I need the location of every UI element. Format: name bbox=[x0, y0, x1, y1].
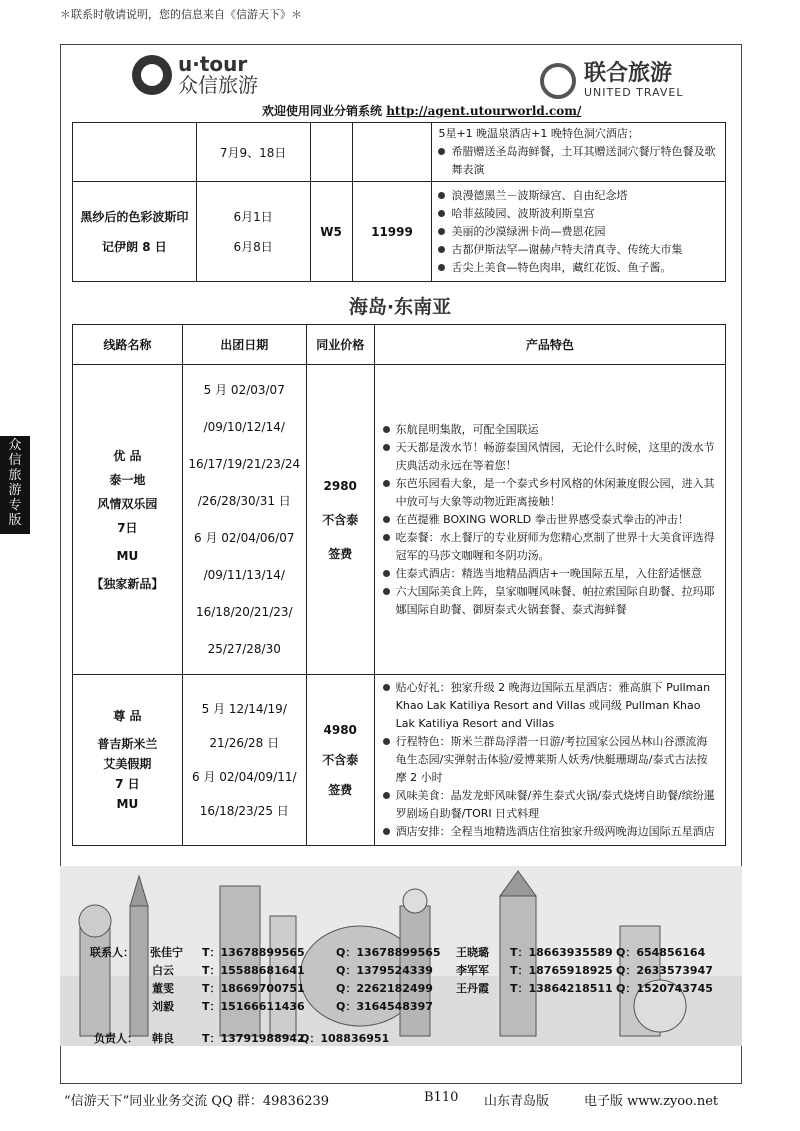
table-row bbox=[73, 182, 726, 282]
bullet-icon bbox=[383, 738, 390, 745]
footer-qq-group: “信游天下”同业业务交流 QQ 群：49836239 bbox=[64, 1094, 330, 1109]
bullet-icon bbox=[438, 192, 445, 199]
bullet-icon bbox=[383, 426, 390, 433]
col-header-price: 同业价格 bbox=[306, 325, 374, 365]
manager-phone: T：13791988942 bbox=[202, 1032, 305, 1045]
bullet-icon bbox=[383, 588, 390, 595]
route-name: 黑纱后的色彩波斯印 记伊朗 8 日 bbox=[73, 182, 197, 282]
col-header-features: 产品特色 bbox=[374, 325, 725, 365]
route-features: 浪漫德黑兰－波斯绿宫、自由纪念塔 哈菲兹陵园、波斯波利斯皇宫 美丽的沙漠绿洲卡尚—费恩花园 古都伊斯法罕—谢赫卢特夫清真寺、传统大市集 舌尖上美食—特色肉串，藏红花饭、鱼子酱。 bbox=[432, 182, 726, 282]
route-dates: 6月1日 6月8日 bbox=[196, 182, 310, 282]
united-travel-logo-cn: 联合旅游 bbox=[584, 61, 673, 86]
contact-label: 联系人： bbox=[90, 946, 134, 959]
bullet-icon bbox=[438, 148, 445, 155]
table-row bbox=[73, 123, 726, 182]
contact-phone: T：15166611436 bbox=[202, 1000, 305, 1013]
contact-name: 董雯 bbox=[152, 982, 174, 995]
utour-logo bbox=[132, 54, 258, 96]
bullet-icon bbox=[438, 246, 445, 253]
route-dates: 5 月 12/14/19/ 21/26/28 日 6 月 02/04/09/11/ 16/18/23/25 日 bbox=[182, 675, 306, 846]
table-header-row bbox=[73, 325, 726, 365]
route-price: 2980 不含泰 签费 bbox=[306, 365, 374, 675]
contact-name: 李军军 bbox=[456, 964, 489, 977]
bullet-icon bbox=[383, 828, 390, 835]
agent-url-link[interactable]: http://agent.utourworld.com/ bbox=[386, 104, 582, 118]
bullet-icon bbox=[383, 534, 390, 541]
contact-name: 张佳宁 bbox=[150, 946, 183, 959]
contact-phone: T：18765918925 bbox=[510, 964, 613, 977]
col-header-route: 线路名称 bbox=[73, 325, 183, 365]
contact-qq: Q：1379524339 bbox=[336, 964, 433, 977]
bullet-icon bbox=[383, 480, 390, 487]
utour-logo-icon bbox=[132, 55, 172, 95]
bullet-icon bbox=[438, 210, 445, 217]
southeast-asia-table bbox=[72, 324, 726, 846]
table-row bbox=[73, 365, 726, 675]
top-note: ＊联系时敬请说明，您的信息来自《信游天下》＊ bbox=[60, 8, 302, 21]
route-dates: 5 月 02/03/07 /09/10/12/14/ 16/17/19/21/23/24 /26/28/30/31 日 6 月 02/04/06/07 /09/11/13/14/ 16/18/20/21/23/ 25/27/28/30 bbox=[182, 365, 306, 675]
bullet-icon bbox=[383, 684, 390, 691]
exclusive-tag: 【独家新品】 bbox=[91, 576, 164, 591]
bullet-icon bbox=[383, 792, 390, 799]
footer-page-number: B110 bbox=[424, 1090, 459, 1105]
route-price: 4980 不含泰 签费 bbox=[306, 675, 374, 846]
united-travel-logo-en: UNITED TRAVEL bbox=[584, 86, 684, 99]
utour-logo-en: u·tour bbox=[178, 52, 248, 76]
bullet-icon bbox=[438, 264, 445, 271]
bullet-icon bbox=[383, 570, 390, 577]
bullet-icon bbox=[383, 444, 390, 451]
prev-route-table bbox=[72, 122, 726, 282]
contact-name: 王晓璐 bbox=[456, 946, 489, 959]
contact-phone: T：13678899565 bbox=[202, 946, 305, 959]
utour-logo-cn: 众信旅游 bbox=[178, 73, 258, 97]
manager-qq: Q：108836951 bbox=[300, 1032, 390, 1045]
contact-qq: Q：3164548397 bbox=[336, 1000, 433, 1013]
route-name: 优 品 泰一地 风情双乐园 7日 MU 【独家新品】 bbox=[73, 365, 183, 675]
route-features: 5星+1 晚温泉酒店+1 晚特色洞穴酒店； 希腊赠送圣岛海鲜餐，土耳其赠送洞穴餐厅特色餐及歌舞表演 bbox=[432, 123, 726, 182]
contact-phone: T：15588681641 bbox=[202, 964, 305, 977]
route-features: 贴心好礼：独家升级 2 晚海边国际五星酒店：雅高旗下 Pullman Khao Lak Katiliya Resort and Villas 或同级 Pullman Khao Lak Katiliya Resort and Villas 行程特色：斯米兰群岛浮潜一日游/考拉国家公园丛林山谷漂流海龟生态园/实弹射击体验/爱博莱斯人妖秀/快艇珊瑚岛/泰式古法按摩 2 小时 风味美食：晶发龙虾风味餐/养生泰式火锅/泰式烧烤自助餐/缤纷暹罗剧场自助餐/TORI 日式料理 酒店安排：全程当地精选酒店住宿独家升级两晚海边国际五星酒店 bbox=[374, 675, 725, 846]
united-travel-logo-icon bbox=[540, 63, 576, 99]
route-name: 尊 品 普吉斯米兰 艾美假期 7 日 MU bbox=[73, 675, 183, 846]
contact-phone: T：18669700751 bbox=[202, 982, 305, 995]
table-row bbox=[73, 675, 726, 846]
col-header-dates: 出团日期 bbox=[182, 325, 306, 365]
contact-qq: Q：2633573947 bbox=[616, 964, 713, 977]
bullet-icon bbox=[383, 516, 390, 523]
flight-code: W5 bbox=[310, 182, 352, 282]
contact-qq: Q：654856164 bbox=[616, 946, 706, 959]
footer bbox=[64, 1090, 744, 1110]
contact-name: 王丹霞 bbox=[456, 982, 489, 995]
route-dates: 7月9、18日 bbox=[196, 123, 310, 182]
contact-qq: Q：1520743745 bbox=[616, 982, 713, 995]
route-features: 东航昆明集散，可配全国联运 天天都是泼水节！畅游泰国风情园，无论什么时候，这里的泼水节庆典活动永远在等着您！ 东芭乐园看大象，是一个泰式乡村风格的休闲兼度假公园，进入其中放可与大象等动物近距离接触！ 在芭提雅 BOXING WORLD 拳击世界感受泰式拳击的冲击！ 吃泰餐：水上餐厅的专业厨师为您精心烹制了世界十大美食评选得冠军的马莎文咖喱和冬阴功汤。 住泰式酒店：精选当地精品酒店+一晚国际五星，入住舒适惬意 六大国际美食上阵，皇家咖喱风味餐、帕拉索国际自助餐、拉玛耶娜国际自助餐、御厨泰式火锅套餐、泰式海鲜餐 bbox=[374, 365, 725, 675]
bullet-icon bbox=[438, 228, 445, 235]
welcome-text: 欢迎使用同业分销系统 bbox=[262, 104, 383, 118]
welcome-line bbox=[262, 102, 581, 119]
contact-phone: T：13864218511 bbox=[510, 982, 613, 995]
section-title: 海岛·东南亚 bbox=[348, 296, 452, 318]
footer-digital-link[interactable]: 电子版 www.zyoo.net bbox=[584, 1094, 719, 1109]
contact-qq: Q：13678899565 bbox=[336, 946, 441, 959]
contact-qq: Q：2262182499 bbox=[336, 982, 433, 995]
footer-edition: 山东青岛版 bbox=[484, 1094, 550, 1109]
contact-phone: T：18663935589 bbox=[510, 946, 613, 959]
contact-list bbox=[90, 940, 730, 1050]
contact-name: 刘毅 bbox=[152, 1000, 174, 1013]
contact-name: 白云 bbox=[152, 964, 174, 977]
edition-side-tab: 众 信 旅 游 专 版 bbox=[0, 436, 30, 534]
manager-label: 负责人： bbox=[94, 1032, 138, 1045]
route-price: 11999 bbox=[352, 182, 432, 282]
manager-name: 韩良 bbox=[152, 1032, 174, 1045]
united-travel-logo bbox=[540, 62, 684, 99]
